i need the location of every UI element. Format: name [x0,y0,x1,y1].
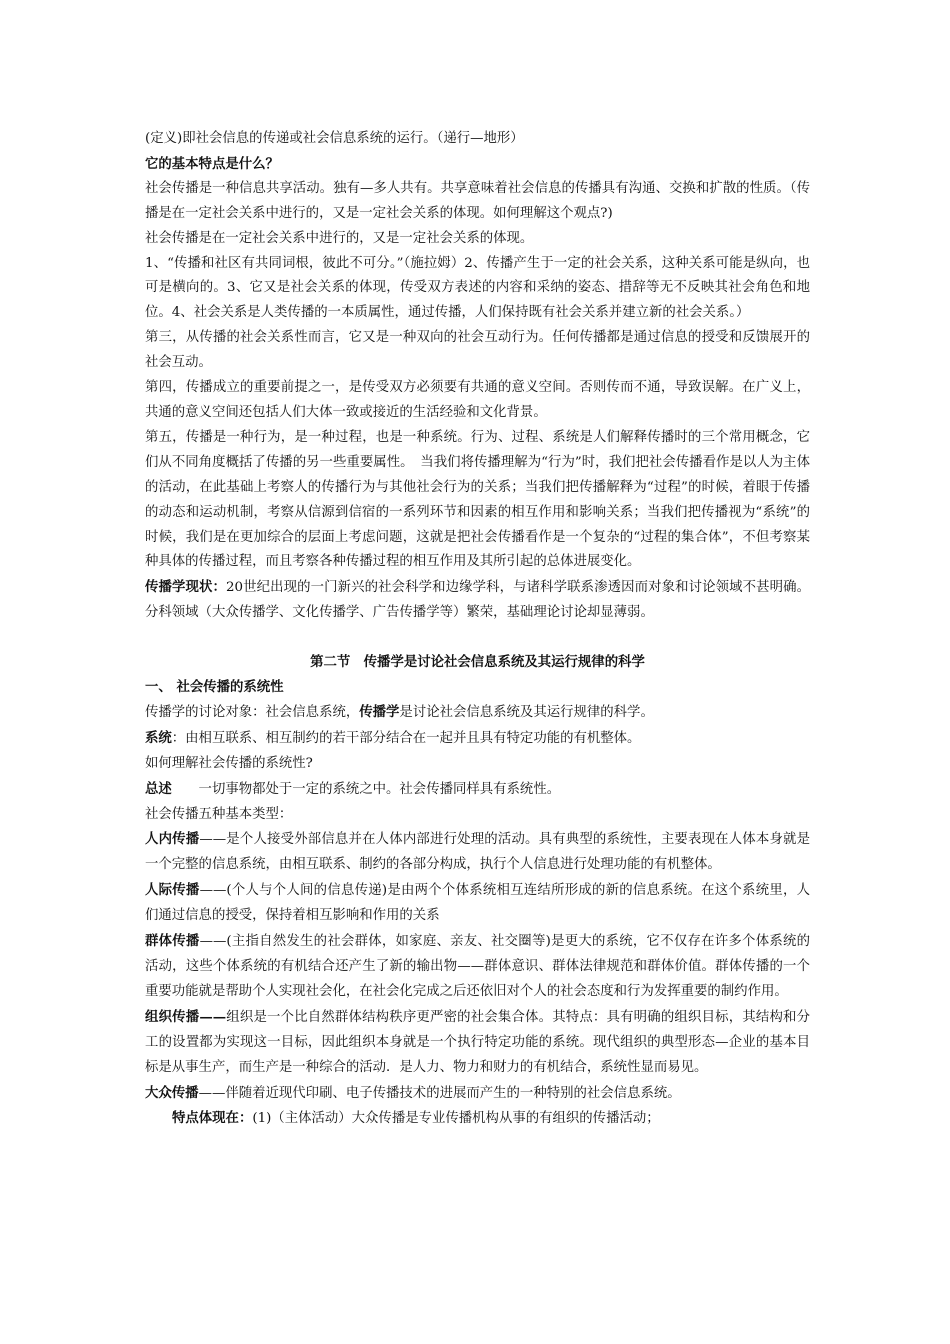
paragraph-mass [145,1081,810,1107]
intrapersonal-text: ——是个人接受外部信息并在人体内部进行处理的活动。具有典型的系统性，主要表现在人体本身就是一个完整的信息系统，由相互联系、制约的各部分构成，执行个人信息进行处理功能的有机整体。 [145,832,811,873]
summary-text: 一切事物都处于一定的系统之中。社会传播同样具有系统性。 [171,781,561,797]
section-gap [145,626,810,650]
paragraph-fifth: 第五，传播是一种行为，是一种过程，也是一种系统。行为、过程、系统是人们解释传播时的三个常用概念，它们从不同角度概括了传播的另一些重要属性。 当我们将传播理解为“行为”时，我们把社会传播看作是以人为主体的活动，在此基础上考察人的传播行为与其他社会行为的关系；当我们把传播解释为“过程”的时候，着眼于传播的动态和运动机制，考察从信源到信宿的一系列环节和因素的相互作用和影响关系；当我们把传播视为“系统”的时候，我们是在更加综合的层面上考虑问题，这就是把社会传播看作是一个复杂的“过程的集合体”，不但考察某种具体的传播过程，而且考察各种传播过程的相互作用及其所引起的总体进展变化。 [145,429,810,570]
status-text: 20世纪出现的一门新兴的社会科学和边缘学科，与诸科学联系渗透因而对象和讨论领域不甚明确。分科领域（大众传播学、文化传播学、广告传播学等）繁荣，基础理论讨论却显薄弱。 [145,580,810,621]
paragraph-summary [145,777,810,803]
paragraph-third: 第三，从传播的社会关系性而言，它又是一种双向的社会互动行为。任何传播都是通过信息的授受和反馈展开的社会互动。 [145,330,810,371]
organizational-text: 组织是一个比自然群体结构秩序更严密的社会集合体。其特点：具有明确的组织目标，其结构和分工的设置都为实现这一目标，因此组织本身就是一个执行特定功能的系统。现代组织的典型形态—企业的基本目标是从事生产，而生产是一种综合的活动．是人力、物力和财力的有机结合，系统性显而易见。 [145,1009,811,1075]
paragraph-numbered-points: 1、“传播和社区有共同词根，彼此不可分。”（施拉姆）2、传播产生于一定的社会关系，这种关系可能是纵向，也可是横向的。3、它又是社会关系的体现，传受双方表述的内容和采纳的姿态、措辞等无不反映其社会角色和地位。4、社会关系是人类传播的一本质属性，通过传播，人们保持既有社会关系并建立新的社会关系。） [145,255,810,321]
interpersonal-text: ——(个人与个人间的信息传递)是由两个个体系统相互连结所形成的新的信息系统。在这个系统里，人们通过信息的授受，保持着相互影响和作用的关系 [145,883,811,924]
research-object-rest: 是讨论社会信息系统及其运行规律的科学。 [399,704,654,720]
paragraph-intrapersonal [145,827,810,878]
section-title: 第二节 传播学是讨论社会信息系统及其运行规律的科学 [310,654,645,671]
paragraph-social-relations: 社会传播是在一定社会关系中进行的，又是一定社会关系的体现。 [145,230,534,246]
features-text: (1)（主体活动）大众传播是专业传播机构从事的有组织的传播活动； [252,1111,660,1127]
paragraph-fourth: 第四，传播成立的重要前提之一，是传受双方必须要有共通的意义空间。否则传而不通，导致误解。在广义上，共通的意义空间还包括人们大体一致或接近的生活经验和文化背景。 [145,380,810,420]
group-label: 群体传播 [145,933,200,950]
interpersonal-label: 人际传播 [145,882,200,899]
mass-text: ——伴随着近现代印刷、电子传播技术的进展而产生的一种特别的社会信息系统。 [198,1085,681,1101]
system-text: ：由相互联系、相互制约的若干部分结合在一起并且具有特定功能的有机整体。 [171,730,641,746]
paragraph-system-def [145,726,810,752]
document-page [145,127,810,1132]
features-label: 特点体现在： [172,1110,253,1127]
paragraph-group [145,929,810,1005]
paragraph-organizational [145,1005,810,1081]
paragraph-info-sharing: 社会传播是一种信息共享活动。独有—多人共有。共享意味着社会信息的传播具有沟通、交换和扩散的性质。（传播是在一定社会关系中进行的，又是一定社会关系的体现。如何理解这个观点?) [145,180,810,221]
system-label: 系统 [145,729,172,746]
group-text: ——(主指自然发生的社会群体，如家庭、亲友、社交圈等)是更大的系统，它不仅存在许多个体系统的活动，这些个体系统的有机结合还产生了新的输出物——群体意识、群体法律规范和群体价值。群体传播的一个重要功能就是帮助个人实现社会化，在社会化完成之后还依旧对个人的社会态度和行为发挥重要的制约作用。 [145,934,811,999]
paragraph-types-intro: 社会传播五种基本类型： [145,806,293,822]
summary-label: 总述 [145,780,172,797]
mass-label: 大众传播 [145,1084,199,1101]
intrapersonal-label: 人内传播 [145,831,200,848]
status-label: 传播学现状： [145,579,226,596]
paragraph-definition: (定义)即社会信息的传递或社会信息系统的运行。（递行—地形） [145,131,524,146]
paragraph-features [145,1106,810,1132]
research-object-text: 传播学的讨论对象：社会信息系统， [145,704,360,720]
organizational-label: 组织传播—— [145,1008,227,1025]
question-heading: 它的基本特点是什么？ [145,155,279,172]
paragraph-research-object [145,700,810,726]
paragraph-status [145,575,810,626]
subsection-heading: 一、 社会传播的系统性 [145,679,284,696]
paragraph-question: 如何理解社会传播的系统性? [145,755,313,771]
paragraph-interpersonal [145,878,810,929]
research-object-bold: 传播学 [359,703,400,720]
